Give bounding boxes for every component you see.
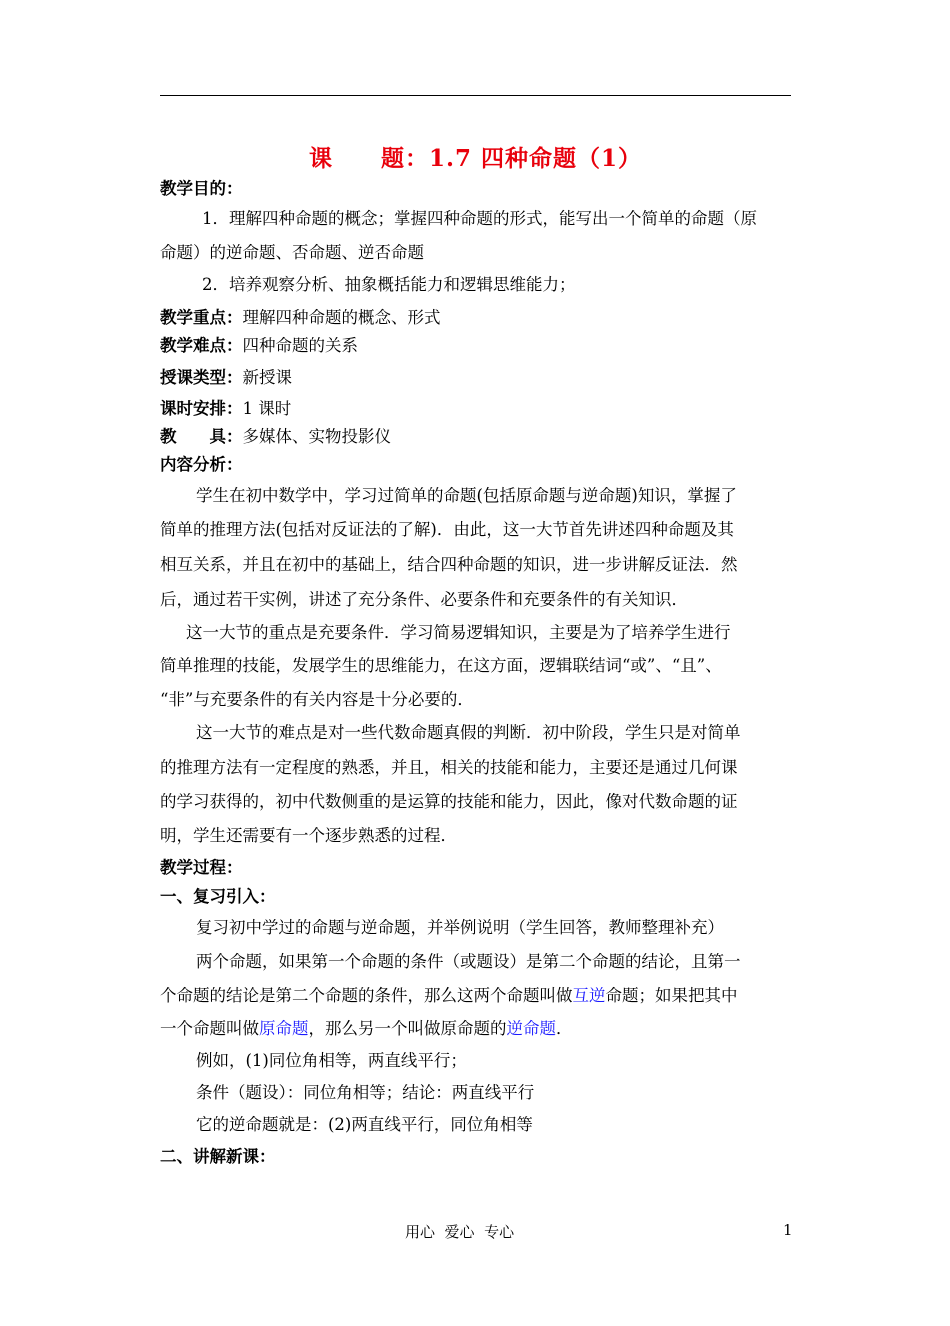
schedule-value: 1 课时 xyxy=(242,399,292,418)
analysis-p3-line-3: 的学习获得的，初中代数侧重的是运算的技能和能力，因此，像对代数命题的证 xyxy=(160,792,738,811)
difficulty-value: 四种命题的关系 xyxy=(242,336,358,355)
term-original-proposition: 原命题 xyxy=(259,1019,309,1038)
footer-motto: 用心 爱心 专心 xyxy=(405,1223,515,1241)
type-value: 新授课 xyxy=(242,368,292,387)
example-line-3: 它的逆命题就是：(2)两直线平行，同位角相等 xyxy=(196,1115,533,1134)
objectives-heading: 教学目的： xyxy=(160,179,243,198)
analysis-p1-line-1: 学生在初中数学中，学习过简单的命题(包括原命题与逆命题)知识，掌握了 xyxy=(196,486,737,505)
term-converse-proposition: 逆命题 xyxy=(506,1019,556,1038)
focus-value: 理解四种命题的概念、形式 xyxy=(242,308,441,327)
focus-label: 教学重点： xyxy=(160,308,243,327)
review-p2-line-2-text-a: 个命题的结论是第二个命题的条件，那么这两个命题叫做 xyxy=(160,986,573,1005)
type-row xyxy=(160,367,292,389)
schedule-row xyxy=(160,398,291,420)
schedule-label: 课时安排： xyxy=(160,399,243,418)
header-rule xyxy=(160,95,791,96)
analysis-p3-line-4: 明，学生还需要有一个逐步熟悉的过程． xyxy=(160,826,457,845)
objective-1-line-2: 命题）的逆命题、否命题、逆否命题 xyxy=(160,243,424,262)
review-p2-line-3 xyxy=(160,1018,573,1040)
objective-2: 2．培养观察分析、抽象概括能力和逻辑思维能力； xyxy=(202,275,576,294)
process-heading: 教学过程： xyxy=(160,858,243,877)
review-p2-line-3-text-a: 一个命题叫做 xyxy=(160,1019,259,1038)
focus-row xyxy=(160,307,441,329)
review-p1: 复习初中学过的命题与逆命题，并举例说明（学生回答，教师整理补充） xyxy=(196,918,724,937)
example-line-1: 例如，(1)同位角相等，两直线平行； xyxy=(196,1051,467,1070)
tools-value: 多媒体、实物投影仪 xyxy=(242,427,391,446)
difficulty-label: 教学难点： xyxy=(160,336,243,355)
analysis-p3-line-2: 的推理方法有一定程度的熟悉，并且，相关的技能和能力，主要还是通过几何课 xyxy=(160,758,738,777)
review-p2-line-3-text-c: ． xyxy=(556,1019,573,1038)
example-line-2: 条件（题设）：同位角相等；结论：两直线平行 xyxy=(196,1083,535,1102)
review-p2-line-3-text-b: ，那么另一个叫做原命题的 xyxy=(308,1019,507,1038)
objective-1-line-1: 1．理解四种命题的概念；掌握四种命题的形式，能写出一个简单的命题（原 xyxy=(202,209,757,228)
review-p2-line-2-text-b: 命题；如果把其中 xyxy=(605,986,738,1005)
analysis-p1-line-3: 相互关系，并且在初中的基础上，结合四种命题的知识，进一步讲解反证法．然 xyxy=(160,555,738,574)
analysis-p3-line-1: 这一大节的难点是对一些代数命题真假的判断．初中阶段，学生只是对简单 xyxy=(196,723,741,742)
type-label: 授课类型： xyxy=(160,368,243,387)
analysis-p1-line-2: 简单的推理方法(包括对反证法的了解)．由此，这一大节首先讲述四种命题及其 xyxy=(160,520,734,539)
new-lesson-heading: 二、讲解新课： xyxy=(160,1147,276,1166)
analysis-heading: 内容分析： xyxy=(160,455,243,474)
review-p2-line-2 xyxy=(160,985,738,1007)
analysis-p1-line-4: 后，通过若干实例，讲述了充分条件、必要条件和充要条件的有关知识． xyxy=(160,590,688,609)
review-p2-line-1: 两个命题，如果第一个命题的条件（或题设）是第二个命题的结论，且第一 xyxy=(196,952,741,971)
analysis-p2-line-1: 这一大节的重点是充要条件．学习简易逻辑知识，主要是为了培养学生进行 xyxy=(186,623,731,642)
term-mutually-inverse: 互逆 xyxy=(572,986,606,1005)
analysis-p2-line-3: “非”与充要条件的有关内容是十分必要的． xyxy=(160,690,474,709)
tools-row xyxy=(160,426,391,448)
difficulty-row xyxy=(160,335,358,357)
lesson-title: 课 题：1.7 四种命题（1） xyxy=(308,145,643,172)
page-number: 1 xyxy=(783,1221,793,1239)
tools-label: 教 具： xyxy=(160,427,243,446)
review-heading: 一、复习引入： xyxy=(160,887,276,906)
analysis-p2-line-2: 简单推理的技能，发展学生的思维能力，在这方面，逻辑联结词“或”、“且”、 xyxy=(160,656,722,675)
